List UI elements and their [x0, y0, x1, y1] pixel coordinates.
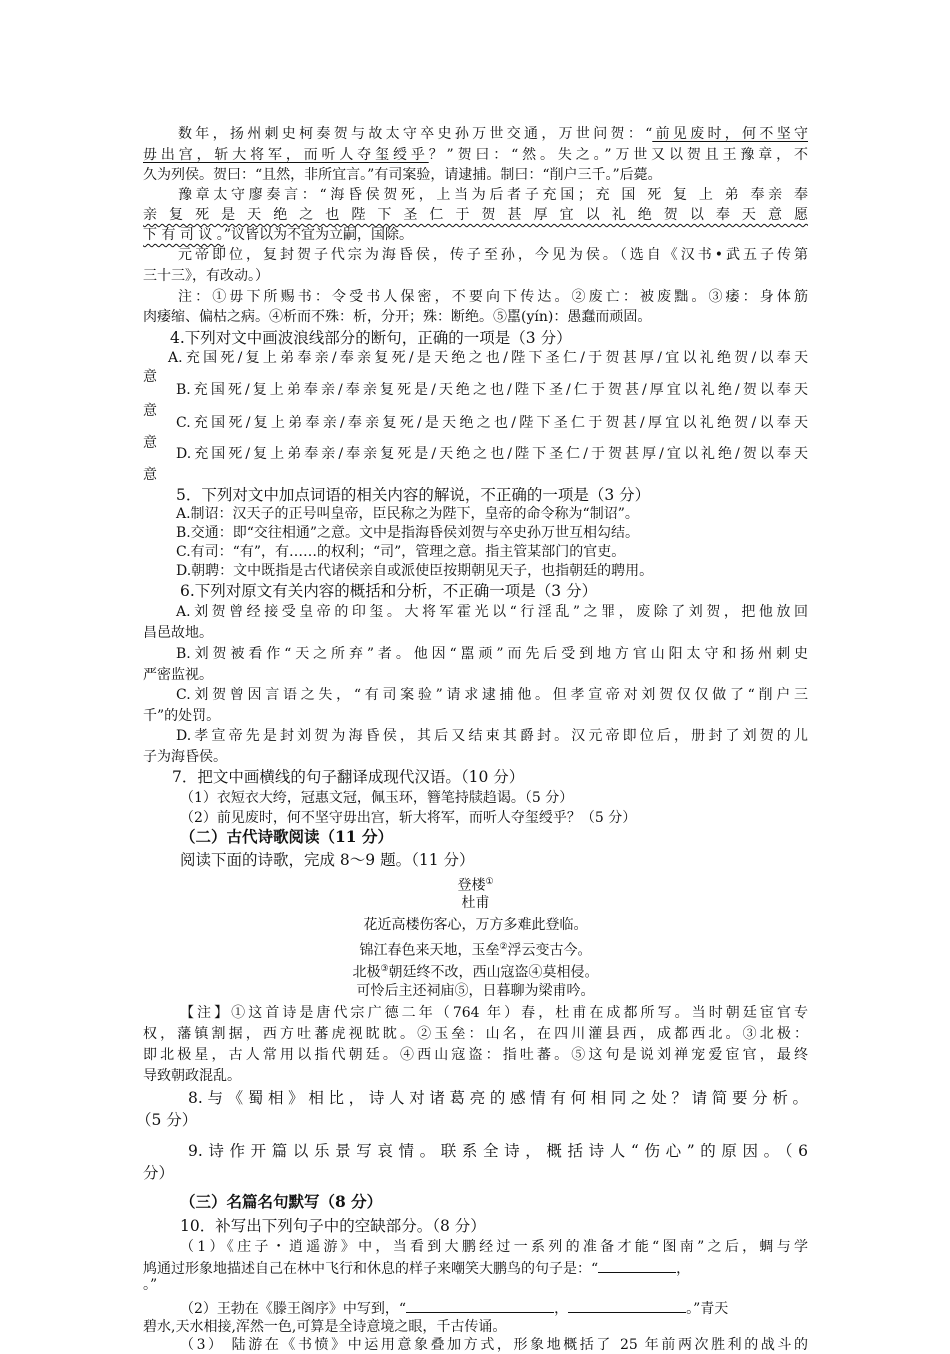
answer-blank-3[interactable]	[568, 1298, 686, 1313]
poem-line-1: 花近高楼伤客心，万方多难此登临。	[363, 917, 588, 933]
question-9: 9.诗作开篇以乐景写哀情。联系全诗，概括诗人“伤心”的原因。（6	[188, 1142, 808, 1160]
question-8: 8.与《蜀相》相比，诗人对诸葛亮的感情有何相同之处？请简要分析。	[188, 1089, 808, 1107]
q4-option-a: A.充国死/复上弟奉亲/奉亲复死/是天绝之也/陛下圣仁/于贺甚厚/宜以礼绝贺/以奉天	[168, 350, 808, 366]
poem-line-3: 北极③朝廷终不改，西山寇盗④莫相侵。	[352, 964, 599, 981]
q7-sentence-1: （1）衣短衣大绔，冠惠文冠，佩玉环，簪笔持牍趋谒。（5 分）	[180, 790, 574, 806]
question-10-stem: 10．补写出下列句子中的空缺部分。（8 分）	[180, 1217, 486, 1235]
passage-line-6: 下 有 司 议 。”议皆以为不宜为立嗣，国除。	[143, 227, 413, 243]
poem-note-4: 导致朝政混乱。	[143, 1068, 241, 1084]
passage-line-4: 豫章太守廖奏言：“海昏侯贺死，上当为后者子充国；充 国 死 复 上 弟 奉亲 奉	[178, 187, 808, 203]
q6-option-a: A.刘贺曾经接受皇帝的印玺。大将军霍光以“行淫乱”之罪，废除了刘贺，把他放回	[176, 604, 808, 620]
q4-option-c-cont: 意	[143, 435, 157, 451]
q6-option-d: D.孝宣帝先是封刘贺为海昏侯，其后又结束其爵封。汉元帝即位后，册封了刘贺的儿	[176, 728, 808, 744]
poem-title: 登楼①	[457, 877, 494, 894]
passage-line-7: 元帝即位，复封贺子代宗为海昏侯，传子至孙，今见为侯。（选自《汉书•武五子传第	[178, 247, 808, 263]
q6-option-c: C.刘贺曾因言语之失，“有司案验”请求逮捕他。但孝宣帝对刘贺仅仅做了“削户三	[176, 687, 808, 703]
q5-option-b: B.交通：即“交往相通”之意。文中是指海昏侯刘贺与卒史孙万世互相勾结。	[176, 525, 640, 541]
q4-option-d-cont: 意	[143, 467, 157, 483]
q6-option-b-cont: 严密监视。	[143, 667, 213, 683]
q10-item-1-end: 。”	[143, 1277, 158, 1293]
q7-sentence-2: （2）前见废时，何不坚守毋出宫，斩大将军，而听人夺玺绶乎？（5 分）	[180, 810, 637, 826]
wavy-underlined-passage: 亲 复 死 是 天 绝 之 也 陛 下 圣 仁 于 贺 甚 厚 宜 以 礼 绝 贺 以 奉 天 意 愿	[143, 207, 808, 223]
q10-item-3: （3） 陆游在《书愤》中运用意象叠加方式，形象地概括了 25 年前两次胜利的战斗的	[180, 1337, 808, 1353]
q5-option-c: C.有司：“有”，有……的权利；“司”，管理之意。指主管某部门的官吏。	[176, 544, 626, 560]
poem-line-2: 锦江春色来天地，玉垒②浮云变古今。	[359, 942, 592, 959]
section-2-heading: （二）古代诗歌阅读（11 分）	[180, 827, 393, 846]
question-5-stem: 5．下列对文中加点词语的相关内容的解说，不正确的一项是（3 分）	[176, 486, 651, 504]
passage-line-3: 久为列侯。贺曰：“且然，非所宜言。”有司案验，请逮捕。制曰：“削户三千。”后薨。	[143, 167, 662, 183]
q10-item-2: （2）王勃在《滕王阁序》中写到，“ ， 。”青天	[180, 1298, 845, 1318]
wavy-underlined-end: 下 有 司 议 。	[143, 227, 224, 243]
q6-option-a-cont: 昌邑故地。	[143, 625, 213, 641]
q6-option-c-cont: 千”的处罚。	[143, 708, 221, 724]
question-8-cont: （5 分）	[136, 1111, 198, 1129]
passage-note-1: 注：①毋下所赐书：令受书人保密，不要向下传达。②废亡：被废黜。③痿：身体筋	[178, 289, 808, 305]
q4-option-b: B.充国死/复上弟奉亲/奉亲复死是/天绝之也/陛下圣/仁于贺甚/厚宜以礼绝/贺以奉天	[176, 382, 808, 398]
q10-item-1-cont: 鸠通过形象地描述自己在林中飞行和休息的样子来嘲笑大鹏鸟的句子是：“ ，	[143, 1258, 808, 1278]
q5-option-d: D.朝聘：文中既指是古代诸侯亲自或派使臣按期朝见天子，也指朝廷的聘用。	[176, 563, 654, 579]
poem-line-4: 可怜后主还祠庙⑤，日暮聊为梁甫吟。	[356, 983, 595, 999]
passage-note-2: 肉痿缩、偏枯之病。④析而不殊：析，分开；殊：断绝。⑤嚚(yín)：愚蠢而顽固。	[143, 309, 652, 325]
q10-item-2-cont: 碧水,天水相接,浑然一色,可算是全诗意境之眼，千古传诵。	[143, 1319, 507, 1335]
section-2-intro: 阅读下面的诗歌，完成 8～9 题。（11 分）	[180, 851, 475, 869]
poem-note-1: 【注】①这首诗是唐代宗广德二年（764 年）春，杜甫在成都所写。当时朝廷宦官专	[180, 1005, 808, 1021]
underlined-sentence: 前见废时，何不坚守	[652, 126, 809, 142]
poem-author: 杜甫	[461, 895, 490, 911]
q10-item-1: （1）《庄子・逍遥游》中，当看到大鹏经过一系列的准备才能“图南”之后，蜩与学	[180, 1239, 808, 1255]
question-9-cont: 分）	[143, 1164, 175, 1182]
q6-option-b: B.刘贺被看作“天之所弃”者。他因“嚚顽”而先后受到地方官山阳太守和扬州刺史	[176, 646, 808, 662]
passage-line-8: 三十三》，有改动。）	[143, 268, 269, 284]
poem-note-2: 权，藩镇割据，西方吐蕃虎视眈眈。②玉垒：山名，在四川灌县西，成都西北。③北极：	[143, 1026, 808, 1042]
question-7-stem: 7．把文中画横线的句子翻译成现代汉语。（10 分）	[172, 768, 525, 786]
question-6-stem: 6.下列对原文有关内容的概括和分析，不正确一项是（3 分）	[180, 582, 598, 600]
section-3-heading: （三）名篇名句默写（8 分）	[180, 1192, 383, 1211]
underlined-sentence-cont: 毋出宫，斩大将军，而听人夺玺绶乎	[143, 147, 429, 163]
q4-option-d: D.充国死/复上弟奉亲/奉亲复死是/天绝之也/陛下圣仁/于贺甚厚/宜以礼绝/贺以奉天	[176, 446, 808, 462]
answer-blank-1[interactable]	[598, 1258, 676, 1273]
q4-option-b-cont: 意	[143, 403, 157, 419]
q4-option-a-cont: 意	[143, 369, 157, 385]
passage-line-2: 毋出宫，斩大将军，而听人夺玺绶乎？”贺曰：“然。失之。”万世又以贺且王豫章，不	[143, 147, 808, 163]
answer-blank-2[interactable]	[406, 1298, 554, 1313]
passage-line-1: 数年，扬州刺史柯奏贺与故太守卒史孙万世交通，万世问贺：“前见废时，何不坚守	[178, 126, 809, 142]
q5-option-a: A.制诏：汉天子的正号叫皇帝，臣民称之为陛下，皇帝的命令称为“制诏”。	[176, 506, 639, 522]
q6-option-d-cont: 子为海昏侯。	[143, 749, 227, 765]
q4-option-c: C.充国死/复上弟奉亲/奉亲复死/是天绝之也/陛下圣仁于贺甚/厚宜以礼绝贺/以奉天	[176, 415, 808, 431]
poem-note-3: 即北极星，古人常用以指代朝廷。④西山寇盗：指吐蕃。⑤这句是说刘禅宠爱宦官，最终	[143, 1047, 808, 1063]
question-4-stem: 4.下列对文中画波浪线部分的断句，正确的一项是（3 分）	[170, 329, 572, 347]
